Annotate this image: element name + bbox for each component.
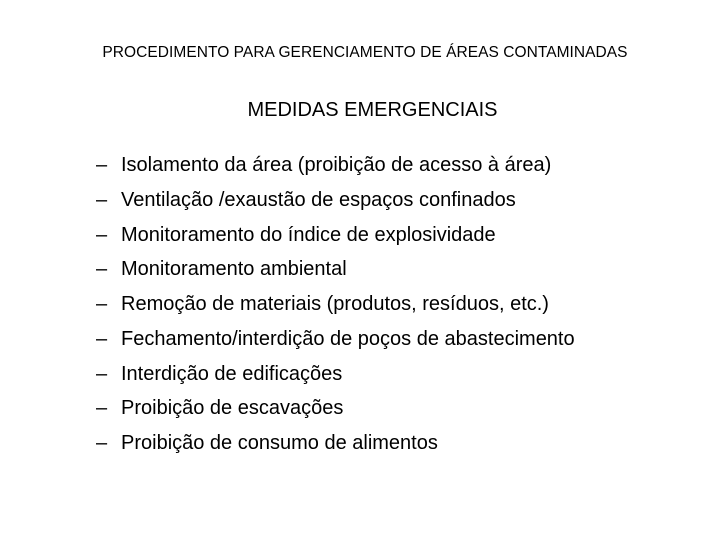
list-item: [96, 148, 575, 183]
list-item-text: Interdição de edificações: [121, 362, 343, 385]
slide-title: PROCEDIMENTO PARA GERENCIAMENTO DE ÁREAS CONTAMINADAS: [102, 44, 628, 61]
list-item: [96, 183, 575, 218]
list-item-text: Remoção de materiais (produtos, resíduos, etc.): [121, 293, 549, 315]
list-item: [96, 322, 575, 357]
list-item-text: Ventilação /exaustão de espaços confinados: [121, 188, 516, 211]
list-item: [96, 391, 575, 426]
list-item: [96, 252, 575, 287]
list-item-text: Proibição de consumo de alimentos: [121, 432, 438, 454]
dash-bullet-icon: –: [96, 362, 108, 385]
list-item-text: Isolamento da área (proibição de acesso à área): [121, 154, 552, 176]
dash-bullet-icon: –: [96, 258, 108, 281]
dash-bullet-icon: –: [96, 432, 108, 454]
dash-bullet-icon: –: [96, 154, 108, 176]
dash-bullet-icon: –: [96, 188, 108, 211]
emergency-measures-list: [96, 148, 575, 461]
dash-bullet-icon: –: [96, 327, 108, 350]
list-item-text: Monitoramento do índice de explosividade: [121, 223, 496, 246]
dash-bullet-icon: –: [96, 223, 108, 246]
slide-subtitle: MEDIDAS EMERGENCIAIS: [247, 99, 498, 121]
list-item: [96, 287, 575, 322]
list-item: [96, 357, 575, 392]
list-item-text: Proibição de escavações: [121, 397, 344, 420]
list-item-text: Fechamento/interdição de poços de abastecimento: [121, 327, 575, 350]
list-item: [96, 426, 575, 461]
list-item: [96, 218, 575, 253]
list-item-text: Monitoramento ambiental: [121, 258, 347, 281]
dash-bullet-icon: –: [96, 293, 108, 315]
dash-bullet-icon: –: [96, 397, 108, 420]
